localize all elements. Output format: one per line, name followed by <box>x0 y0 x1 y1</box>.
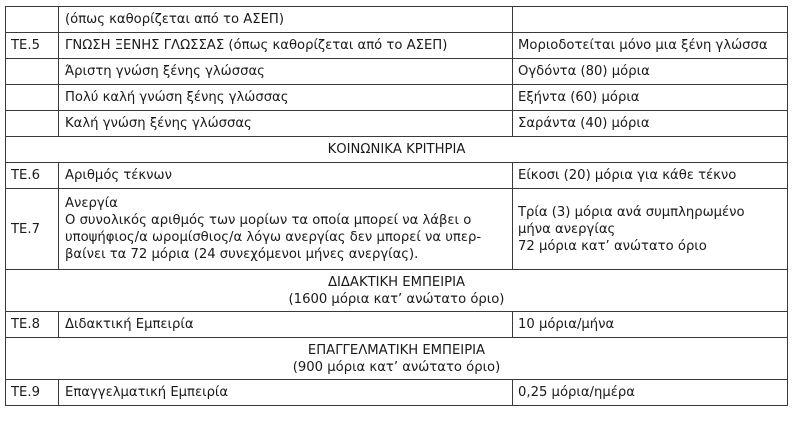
criterion-cell: Αριθμός τέκνων <box>59 163 513 189</box>
criterion-cell <box>59 189 513 270</box>
points-line: 72 μόρια κατ’ ανώτατο όριο <box>518 238 707 254</box>
criterion-line: βαίνει τα 72 μόρια (24 συνεχόμενοι μήνες ανεργίας). <box>65 247 419 262</box>
table-row <box>6 189 788 270</box>
code-cell: ΤΕ.7 <box>6 189 59 270</box>
points-cell: 0,25 μόρια/ημέρα <box>513 380 788 406</box>
criteria-table <box>5 6 788 406</box>
table-row <box>6 59 788 85</box>
points-line: Τρία (3) μόρια ανά συμπληρωμένο <box>518 204 745 220</box>
points-cell: Ογδόντα (80) μόρια <box>513 59 788 85</box>
table-row <box>6 312 788 338</box>
criterion-line: Ανεργία <box>65 196 118 211</box>
code-cell <box>6 7 59 33</box>
section-title-professional: ΕΠΑΓΓΕΛΜΑΤΙΚΗ ΕΜΠΕΙΡΙΑ <box>307 342 486 358</box>
section-subtitle-teaching: (1600 μόρια κατ’ ανώτατο όριο) <box>288 291 505 307</box>
code-cell <box>6 85 59 111</box>
code-cell: ΤΕ.5 <box>6 33 59 59</box>
criterion-cell: ΓΝΩΣΗ ΞΕΝΗΣ ΓΛΩΣΣΑΣ (όπως καθορίζεται από το ΑΣΕΠ) <box>59 33 513 59</box>
points-cell: Είκοσι (20) μόρια για κάθε τέκνο <box>513 163 788 189</box>
criterion-cell: Επαγγελματική Εμπειρία <box>59 380 513 406</box>
section-title-social: ΚΟΙΝΩΝΙΚΑ ΚΡΙΤΗΡΙΑ <box>6 137 788 163</box>
points-cell: Μοριοδοτείται μόνο μια ξένη γλώσσα <box>513 33 788 59</box>
code-cell <box>6 111 59 137</box>
table-row <box>6 33 788 59</box>
table-row <box>6 7 788 33</box>
code-cell: ΤΕ.6 <box>6 163 59 189</box>
code-cell: ΤΕ.8 <box>6 312 59 338</box>
criterion-line: Ο συνολικός αριθμός των μορίων τα οποία μπορεί να λάβει ο <box>65 213 472 228</box>
section-header-row <box>6 338 788 380</box>
section-title-teaching: ΔΙΔΑΚΤΙΚΗ ΕΜΠΕΙΡΙΑ <box>327 274 465 290</box>
points-cell: Εξήντα (60) μόρια <box>513 85 788 111</box>
section-header-professional <box>6 338 788 380</box>
section-header-teaching <box>6 270 788 312</box>
table-row <box>6 380 788 406</box>
points-cell: 10 μόρια/μήνα <box>513 312 788 338</box>
criterion-cell: Πολύ καλή γνώση ξένης γλώσσας <box>59 85 513 111</box>
criterion-line: υποψήφιος/α ωρομίσθιος/α λόγω ανεργίας δεν μπορεί να υπερ- <box>65 230 482 245</box>
code-cell: ΤΕ.9 <box>6 380 59 406</box>
section-header-row <box>6 270 788 312</box>
criterion-cell: Άριστη γνώση ξένης γλώσσας <box>59 59 513 85</box>
criterion-cell: (όπως καθορίζεται από το ΑΣΕΠ) <box>59 7 513 33</box>
section-subtitle-professional: (900 μόρια κατ’ ανώτατο όριο) <box>292 359 501 375</box>
table-row <box>6 85 788 111</box>
points-cell <box>513 189 788 270</box>
criterion-cell: Διδακτική Εμπειρία <box>59 312 513 338</box>
table-row <box>6 111 788 137</box>
criterion-cell: Καλή γνώση ξένης γλώσσας <box>59 111 513 137</box>
table-row <box>6 163 788 189</box>
points-cell <box>513 7 788 33</box>
points-line: μήνα ανεργίας <box>518 221 616 237</box>
points-cell: Σαράντα (40) μόρια <box>513 111 788 137</box>
code-cell <box>6 59 59 85</box>
section-header-row <box>6 137 788 163</box>
